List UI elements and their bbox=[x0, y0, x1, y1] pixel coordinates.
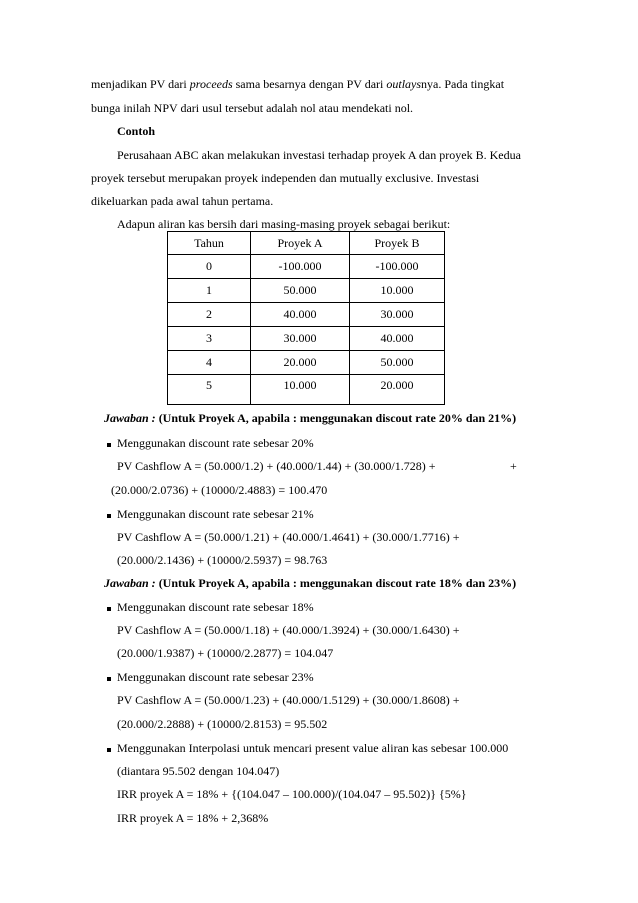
bullet3-title: Menggunakan discount rate sebesar 18% bbox=[117, 600, 314, 614]
bullet1-plus: + bbox=[510, 459, 517, 473]
cell-tahun: 0 bbox=[168, 255, 251, 279]
cell-proyek-a: -100.000 bbox=[251, 255, 350, 279]
bullet5-line3: IRR proyek A = 18% + 2,368% bbox=[117, 811, 269, 825]
p1-text-c: sama besarnya dengan PV dari bbox=[232, 77, 387, 91]
table-row bbox=[168, 303, 445, 327]
bullet4-title: Menggunakan discount rate sebesar 23% bbox=[117, 670, 314, 684]
bullet-icon bbox=[107, 748, 111, 752]
cell-proyek-b: 50.000 bbox=[350, 351, 445, 375]
bullet-icon bbox=[107, 607, 111, 611]
jawaban2-text: (Untuk Proyek A, apabila : menggunakan discout rate 18% dan 23%) bbox=[155, 576, 517, 590]
table-row bbox=[168, 279, 445, 303]
bullet3-line1: PV Cashflow A = (50.000/1.18) + (40.000/1.3924) + (30.000/1.6430) + bbox=[117, 623, 460, 637]
bullet2-line2: (20.000/2.1436) + (10000/2.5937) = 98.763 bbox=[117, 553, 328, 567]
jawaban2-label: Jawaban : bbox=[104, 576, 156, 590]
paragraph2-line3: dikeluarkan pada awal tahun pertama. bbox=[91, 194, 274, 208]
cell-proyek-b: 40.000 bbox=[350, 327, 445, 351]
bullet-icon bbox=[107, 443, 111, 447]
p1-text-a: menjadikan PV dari bbox=[91, 77, 190, 91]
bullet-icon bbox=[107, 677, 111, 681]
cell-tahun: 4 bbox=[168, 351, 251, 375]
table-row bbox=[168, 327, 445, 351]
header-tahun: Tahun bbox=[168, 232, 251, 255]
bullet5-title: Menggunakan Interpolasi untuk mencari present value aliran kas sebesar 100.000 bbox=[117, 741, 509, 755]
cell-proyek-a: 30.000 bbox=[251, 327, 350, 351]
bullet5-line1: (diantara 95.502 dengan 104.047) bbox=[117, 764, 280, 778]
p1-term-proceeds: proceeds bbox=[189, 77, 233, 91]
cell-proyek-b: 30.000 bbox=[350, 303, 445, 327]
table-row bbox=[168, 351, 445, 375]
bullet1-title: Menggunakan discount rate sebesar 20% bbox=[117, 436, 314, 450]
paragraph2-line1: Perusahaan ABC akan melakukan investasi terhadap proyek A dan proyek B. Kedua bbox=[117, 148, 521, 162]
jawaban1-label: Jawaban : bbox=[104, 411, 156, 425]
bullet4-line1: PV Cashflow A = (50.000/1.23) + (40.000/1.5129) + (30.000/1.8608) + bbox=[117, 693, 460, 707]
paragraph1-line1 bbox=[91, 77, 504, 91]
jawaban1-text: (Untuk Proyek A, apabila : menggunakan discout rate 20% dan 21%) bbox=[155, 411, 517, 425]
cell-proyek-a: 40.000 bbox=[251, 303, 350, 327]
header-proyek-b: Proyek B bbox=[350, 232, 445, 255]
bullet4-line2: (20.000/2.2888) + (10000/2.8153) = 95.502 bbox=[117, 717, 328, 731]
jawaban2-heading bbox=[104, 576, 516, 590]
cell-tahun: 3 bbox=[168, 327, 251, 351]
bullet1-line1: PV Cashflow A = (50.000/1.2) + (40.000/1.44) + (30.000/1.728) + bbox=[117, 459, 436, 473]
cell-tahun: 1 bbox=[168, 279, 251, 303]
cell-proyek-b: -100.000 bbox=[350, 255, 445, 279]
cell-proyek-a: 20.000 bbox=[251, 351, 350, 375]
cell-proyek-a: 50.000 bbox=[251, 279, 350, 303]
bullet3-line2: (20.000/1.9387) + (10000/2.2877) = 104.047 bbox=[117, 646, 334, 660]
paragraph2-line2: proyek tersebut merupakan proyek independen dan mutually exclusive. Investasi bbox=[91, 171, 480, 185]
p1-text-e: nya. Pada tingkat bbox=[421, 77, 505, 91]
bullet-icon bbox=[107, 514, 111, 518]
table-row bbox=[168, 255, 445, 279]
cell-proyek-b: 10.000 bbox=[350, 279, 445, 303]
cashflow-table bbox=[167, 231, 445, 405]
jawaban1-heading bbox=[104, 411, 516, 425]
paragraph3: Adapun aliran kas bersih dari masing-masing proyek sebagai berikut: bbox=[117, 217, 451, 231]
bullet2-title: Menggunakan discount rate sebesar 21% bbox=[117, 507, 314, 521]
cell-proyek-a: 10.000 bbox=[251, 375, 350, 405]
bullet5-line2: IRR proyek A = 18% + {(104.047 – 100.000)/(104.047 – 95.502)} {5%} bbox=[117, 787, 467, 801]
cell-proyek-b: 20.000 bbox=[350, 375, 445, 405]
p1-term-outlays: outlays bbox=[386, 77, 422, 91]
bullet1-line2: (20.000/2.0736) + (10000/2.4883) = 100.470 bbox=[111, 483, 328, 497]
contoh-heading: Contoh bbox=[117, 124, 156, 138]
cell-tahun: 5 bbox=[168, 375, 251, 405]
cell-tahun: 2 bbox=[168, 303, 251, 327]
bullet2-line1: PV Cashflow A = (50.000/1.21) + (40.000/1.4641) + (30.000/1.7716) + bbox=[117, 530, 460, 544]
table-header-row bbox=[168, 232, 445, 255]
paragraph1-line2: bunga inilah NPV dari usul tersebut adalah nol atau mendekati nol. bbox=[91, 101, 414, 115]
table-row bbox=[168, 375, 445, 405]
header-proyek-a: Proyek A bbox=[251, 232, 350, 255]
